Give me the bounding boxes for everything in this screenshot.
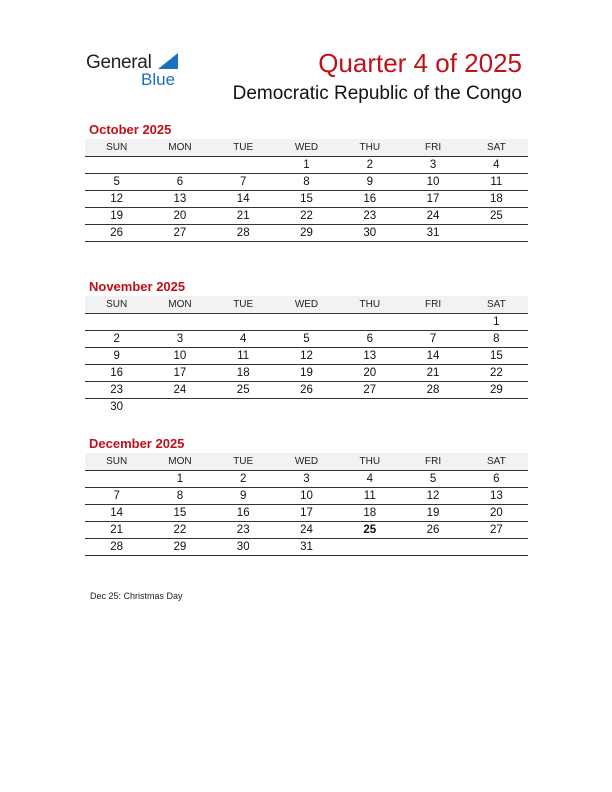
day-cell: 14: [212, 191, 275, 208]
day-cell: 12: [85, 191, 148, 208]
day-cell: 17: [275, 505, 338, 522]
day-cell: 5: [401, 471, 464, 488]
day-cell: 22: [148, 522, 211, 539]
day-cell: 24: [401, 208, 464, 225]
day-cell: 2: [338, 157, 401, 174]
day-cell: 2: [212, 471, 275, 488]
weekday-header: MON: [148, 453, 211, 471]
weekday-header: FRI: [401, 139, 464, 157]
day-cell: 20: [338, 365, 401, 382]
day-cell: 5: [85, 174, 148, 191]
day-cell: 23: [212, 522, 275, 539]
weekday-header: SAT: [465, 453, 528, 471]
day-cell: 16: [85, 365, 148, 382]
week-row: [85, 331, 528, 348]
week-row: [85, 314, 528, 331]
weekday-header: THU: [338, 296, 401, 314]
weekday-header: SUN: [85, 139, 148, 157]
weekday-header: WED: [275, 296, 338, 314]
week-row: [85, 365, 528, 382]
day-cell: 13: [465, 488, 528, 505]
month-october: [85, 121, 528, 242]
week-row: [85, 471, 528, 488]
day-cell: 3: [148, 331, 211, 348]
empty-day-cell: [275, 314, 338, 331]
day-cell: 20: [465, 505, 528, 522]
empty-day-cell: [212, 157, 275, 174]
day-cell: 17: [148, 365, 211, 382]
day-cell: 30: [110, 401, 124, 413]
week-row: [85, 157, 528, 174]
day-cell: 9: [212, 488, 275, 505]
day-cell: 27: [465, 522, 528, 539]
month-title: December 2025: [89, 436, 185, 451]
day-cell: 7: [85, 488, 148, 505]
day-cell: 29: [148, 539, 211, 556]
day-cell: 23: [338, 208, 401, 225]
weekday-header: FRI: [401, 296, 464, 314]
day-cell: 4: [212, 331, 275, 348]
day-cell: 17: [401, 191, 464, 208]
page-title: Quarter 4 of 2025: [318, 48, 522, 78]
logo-blue-text: Blue: [141, 70, 176, 89]
week-row: [85, 174, 528, 191]
day-cell: 10: [148, 348, 211, 365]
day-cell: 12: [401, 488, 464, 505]
day-cell: 29: [465, 382, 528, 399]
week-row: [85, 539, 528, 556]
week-row: [85, 488, 528, 505]
day-cell: 30: [212, 539, 275, 556]
day-cell: 15: [465, 348, 528, 365]
weekday-header: MON: [148, 296, 211, 314]
day-cell: 4: [465, 157, 528, 174]
day-cell: 31: [275, 539, 338, 556]
day-cell: 26: [275, 382, 338, 399]
empty-day-cell: [465, 399, 528, 416]
week-row: [85, 505, 528, 522]
day-cell: 21: [85, 522, 148, 539]
week-row: [85, 399, 528, 416]
day-cell: 27: [148, 225, 211, 242]
day-cell: 21: [401, 365, 464, 382]
week-row: [85, 348, 528, 365]
day-cell: 8: [275, 174, 338, 191]
day-cell: 15: [275, 191, 338, 208]
weekday-header: SAT: [465, 296, 528, 314]
day-cell: 3: [401, 157, 464, 174]
day-cell: 26: [85, 225, 148, 242]
weekday-header: TUE: [212, 453, 275, 471]
week-row: [85, 382, 528, 399]
calendar-grid: [85, 453, 528, 556]
weekday-header: SAT: [465, 139, 528, 157]
day-cell: 4: [338, 471, 401, 488]
week-row: [85, 522, 528, 539]
day-cell: 6: [148, 174, 211, 191]
empty-day-cell: [148, 399, 211, 416]
day-cell: 16: [212, 505, 275, 522]
weekday-header: WED: [275, 453, 338, 471]
weekday-header: SUN: [85, 453, 148, 471]
day-cell: 22: [465, 365, 528, 382]
weekday-header: FRI: [401, 453, 464, 471]
day-cell: 1: [465, 314, 528, 331]
month-title: November 2025: [89, 279, 186, 294]
day-cell: 27: [338, 382, 401, 399]
day-cell: 11: [212, 348, 275, 365]
empty-day-cell: [465, 225, 528, 242]
day-cell: 19: [401, 505, 464, 522]
day-cell: 6: [465, 471, 528, 488]
week-row: [85, 208, 528, 225]
day-cell: 7: [212, 174, 275, 191]
day-cell: 13: [338, 348, 401, 365]
empty-day-cell: [401, 399, 464, 416]
day-cell: 23: [85, 382, 148, 399]
empty-day-cell: [275, 399, 338, 416]
empty-day-cell: [212, 314, 275, 331]
empty-day-cell: [148, 314, 211, 331]
day-cell: 31: [401, 225, 464, 242]
empty-day-cell: [338, 539, 401, 556]
weekday-header: TUE: [212, 139, 275, 157]
day-cell: 13: [148, 191, 211, 208]
holiday-note: Dec 25: Christmas Day: [90, 591, 183, 601]
logo-general-text: General: [86, 52, 152, 73]
month-november: [85, 278, 528, 415]
empty-day-cell: [338, 314, 401, 331]
day-cell: 26: [401, 522, 464, 539]
day-cell: 10: [275, 488, 338, 505]
day-cell: 11: [338, 488, 401, 505]
day-cell: 12: [275, 348, 338, 365]
day-cell: 1: [275, 157, 338, 174]
month-title: October 2025: [89, 122, 172, 137]
day-cell: 28: [85, 539, 148, 556]
day-cell: 15: [148, 505, 211, 522]
empty-day-cell: [465, 539, 528, 556]
day-cell: 24: [148, 382, 211, 399]
day-cell: 20: [148, 208, 211, 225]
day-cell: 3: [275, 471, 338, 488]
day-cell: 24: [275, 522, 338, 539]
day-cell: 18: [465, 191, 528, 208]
empty-day-cell: [85, 471, 148, 488]
week-row: [85, 225, 528, 242]
empty-day-cell: [401, 539, 464, 556]
day-cell: 9: [85, 348, 148, 365]
day-cell: 18: [338, 505, 401, 522]
day-cell: 14: [85, 505, 148, 522]
day-cell: 28: [212, 225, 275, 242]
day-cell: 19: [275, 365, 338, 382]
empty-day-cell: [401, 314, 464, 331]
day-cell: 25: [465, 208, 528, 225]
day-cell: 14: [401, 348, 464, 365]
weekday-header: MON: [148, 139, 211, 157]
empty-day-cell: [85, 314, 148, 331]
day-cell: 30: [338, 225, 401, 242]
empty-day-cell: [338, 399, 401, 416]
week-row: [85, 191, 528, 208]
day-cell: 8: [148, 488, 211, 505]
day-cell: 11: [465, 174, 528, 191]
weekday-header: SUN: [85, 296, 148, 314]
day-cell: 21: [212, 208, 275, 225]
day-cell: 2: [85, 331, 148, 348]
weekday-header: THU: [338, 453, 401, 471]
weekday-header: WED: [275, 139, 338, 157]
calendar-grid: [85, 296, 528, 415]
day-cell: 18: [212, 365, 275, 382]
month-december: [85, 435, 528, 556]
weekday-header: TUE: [212, 296, 275, 314]
day-cell: 19: [85, 208, 148, 225]
empty-day-cell: [148, 157, 211, 174]
day-cell: 16: [338, 191, 401, 208]
empty-day-cell: [212, 399, 275, 416]
day-cell: 9: [338, 174, 401, 191]
day-cell: 6: [338, 331, 401, 348]
day-cell: 7: [401, 331, 464, 348]
empty-day-cell: [85, 157, 148, 174]
weekday-header: THU: [338, 139, 401, 157]
day-cell: 10: [401, 174, 464, 191]
logo-triangle-icon: [158, 53, 178, 69]
day-cell: 5: [275, 331, 338, 348]
calendar-grid: [85, 139, 528, 242]
country-name: Democratic Republic of the Congo: [232, 83, 522, 104]
holiday-day-cell: 25: [338, 522, 401, 539]
general-blue-logo: [86, 50, 196, 90]
day-cell: 8: [465, 331, 528, 348]
day-cell: 22: [275, 208, 338, 225]
day-cell: 1: [148, 471, 211, 488]
day-cell: 28: [401, 382, 464, 399]
day-cell: 25: [212, 382, 275, 399]
day-cell: 29: [275, 225, 338, 242]
